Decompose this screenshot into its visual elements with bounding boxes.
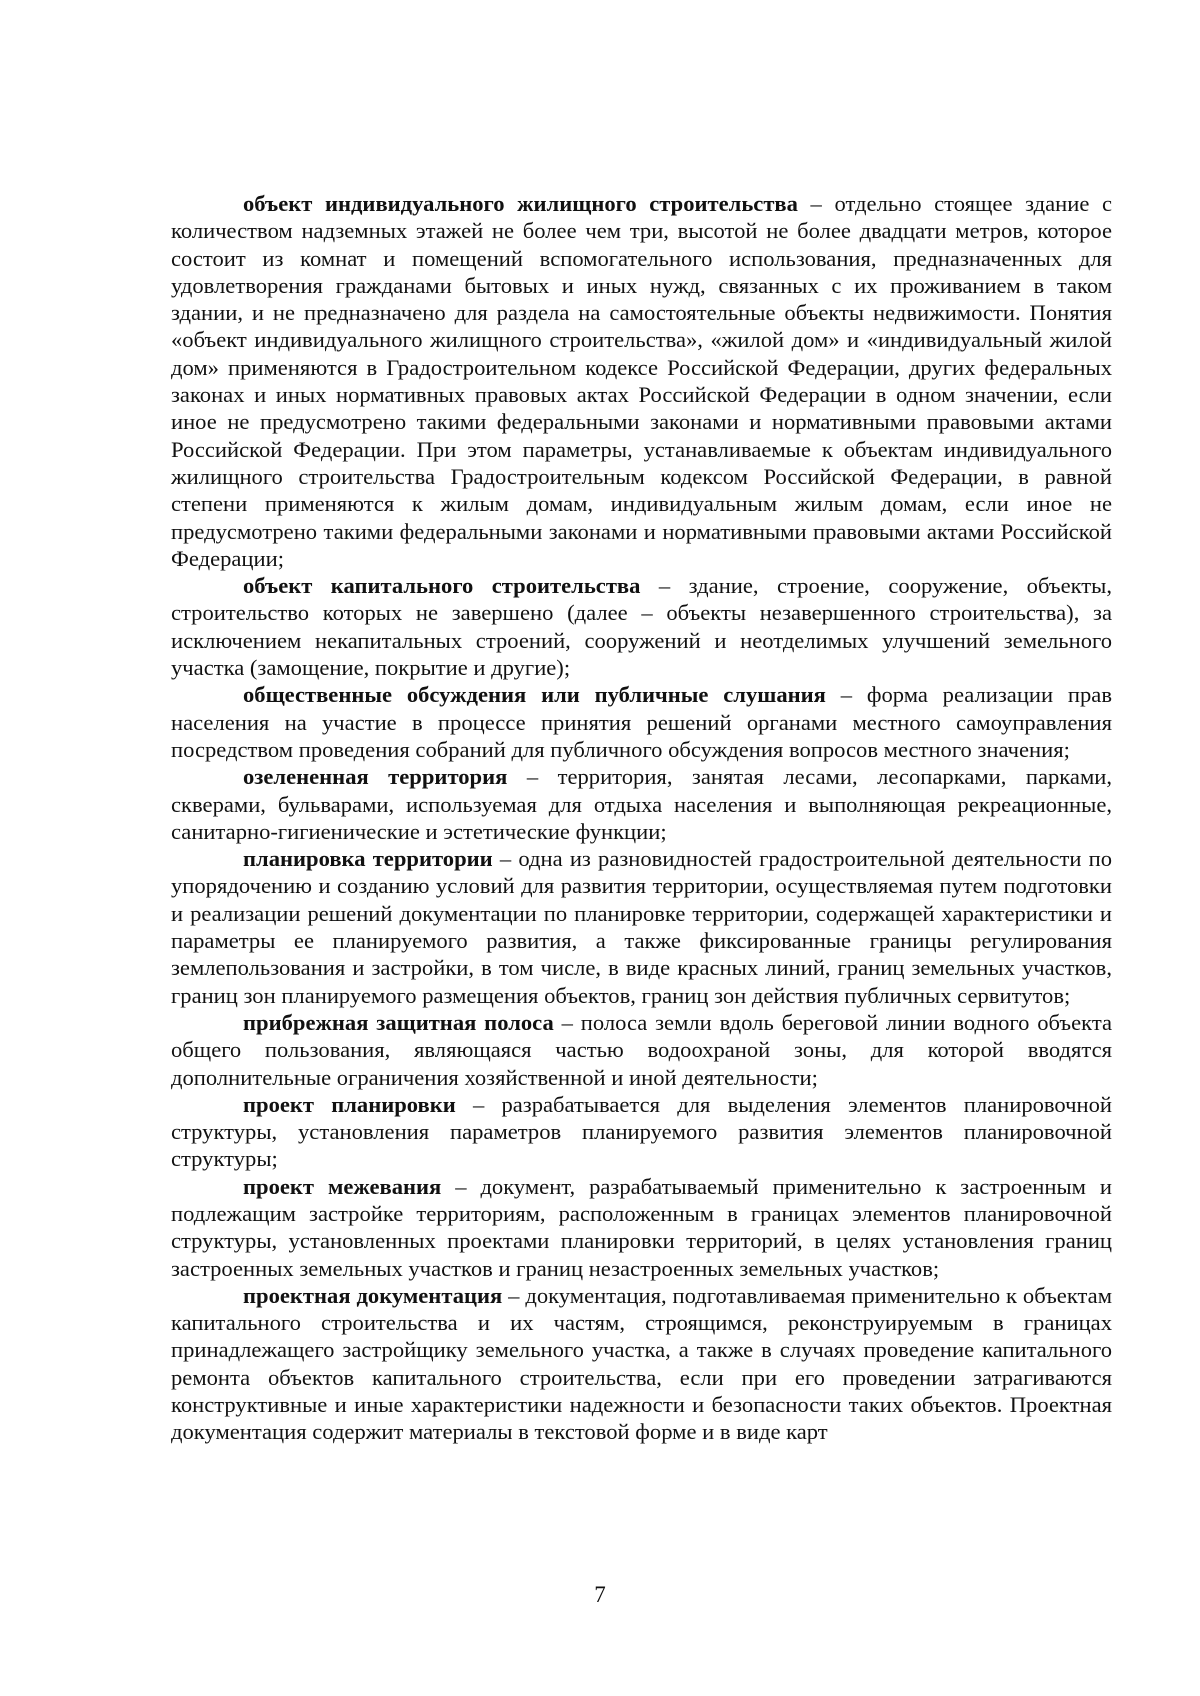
- definition-term: проект межевания: [243, 1173, 442, 1199]
- definition-text: – здание, строение, сооружение, объекты, строительство которых не завершено (далее – объекты незавершенного строительства), за исключением некапитальных строений, сооружений и неотделимых улучшений земельного участка (замощение, покрытие и другие);: [171, 573, 1112, 681]
- definition-paragraph-individual-housing: [171, 190, 1112, 572]
- definition-text: – территория, занятая лесами, лесопарками, парками, скверами, бульварами, используемая для отдыха населения и выполняющая рекреационные, санитарно-гигиенические и эстетические функции;: [171, 764, 1112, 844]
- definition-paragraph-coastal-strip: [171, 1009, 1112, 1091]
- definition-text: – документация, подготавливаемая применительно к объектам капитального строительства и их частям, строящимся, реконструируемым в границах принадлежащего застройщику земельного участка, а также в случаях проведение капитального ремонта объектов капитального строительства, если при его проведении затрагиваются конструктивные и иные характеристики надежности и безопасности таких объектов. Проектная документация содержит материалы в текстовой форме и в виде карт: [171, 1282, 1112, 1445]
- definition-term: проект планировки: [243, 1091, 456, 1117]
- document-body: [171, 190, 1112, 1446]
- definition-paragraph-land-survey-project: [171, 1173, 1112, 1282]
- definition-term: прибрежная защитная полоса: [243, 1009, 554, 1035]
- definition-term: объект индивидуального жилищного строительства: [243, 191, 798, 216]
- definition-term: планировка территории: [243, 846, 493, 872]
- definition-paragraph-project-documentation: [171, 1282, 1112, 1446]
- definition-text: – одна из разновидностей градостроительной деятельности по упорядочению и созданию условий для развития территории, осуществляемая путем подготовки и реализации решений документации по планировке территории, содержащей характеристики и параметры ее планируемого развития, а также фиксированные границы регулирования землепользования и застройки, в том числе, в виде красных линий, границ земельных участков, границ зон планируемого размещения объектов, границ зон действия публичных сервитутов;: [171, 846, 1112, 1008]
- definition-term: объект капитального строительства: [243, 573, 641, 599]
- definition-text: – полоса земли вдоль береговой линии водного объекта общего пользования, являющаяся частью водоохраной зоны, для которой вводятся дополнительные ограничения хозяйственной и иной деятельности;: [171, 1009, 1113, 1090]
- definition-term: общественные обсуждения или публичные слушания: [243, 682, 826, 708]
- definition-text: – разрабатывается для выделения элементов планировочной структуры, установления параметров планируемого развития элементов планировочной структуры;: [171, 1091, 1112, 1172]
- definition-paragraph-public-hearings: [171, 681, 1112, 763]
- definition-paragraph-capital-construction: [171, 572, 1112, 681]
- definition-paragraph-planning-project: [171, 1091, 1112, 1173]
- definition-term: проектная документация: [243, 1282, 503, 1308]
- definition-paragraph-green-territory: [171, 763, 1112, 845]
- page-number: 7: [594, 1582, 606, 1607]
- definition-text: – отдельно стоящее здание с количеством надземных этажей не более чем три, высотой не более двадцати метров, которое состоит из комнат и помещений вспомогательного использования, предназначенных для удовлетворения гражданами бытовых и иных нужд, связанных с их проживанием в таком здании, и не предназначено для раздела на самостоятельные объекты недвижимости. Понятия «объект индивидуального жилищного строительства», «жилой дом» и «индивидуальный жилой дом» применяются в Градостроительном кодексе Российской Федерации, других федеральных законах и иных нормативных правовых актах Российской Федерации в одном значении, если иное не предусмотрено такими федеральными законами и нормативными правовыми актами Российской Федерации. При этом параметры, устанавливаемые к объектам индивидуального жилищного строительства Градостроительным кодексом Российской Федерации, в равной степени применяются к жилым домам, индивидуальным жилым домам, если иное не предусмотрено такими федеральными законами и нормативными правовыми актами Российской Федерации;: [171, 191, 1112, 571]
- definition-text: – документ, разрабатываемый применительно к застроенным и подлежащим застройке территориям, расположенным в границах элементов планировочной структуры, установленных проектами планировки территорий, в целях установления границ застроенных земельных участков и границ незастроенных земельных участков;: [171, 1173, 1113, 1281]
- definition-term: озелененная территория: [243, 764, 508, 790]
- definition-paragraph-territory-planning: [171, 845, 1112, 1009]
- definition-text: – форма реализации прав населения на участие в процессе принятия решений органами местного самоуправления посредством проведения собраний для публичного обсуждения вопросов местного значения;: [171, 682, 1112, 762]
